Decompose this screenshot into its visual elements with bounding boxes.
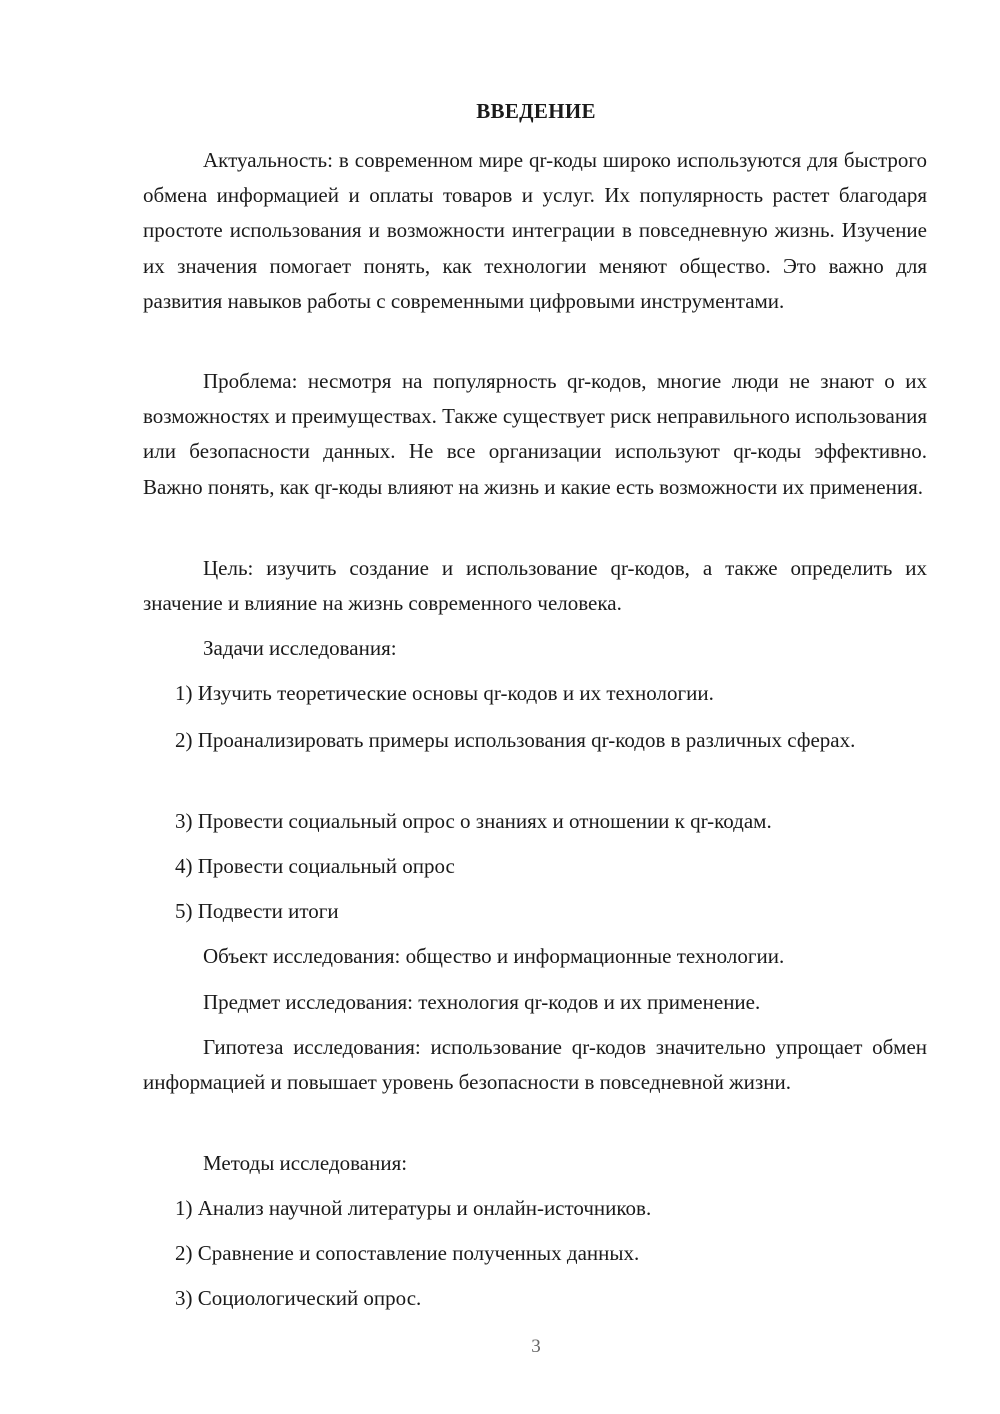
task-item: 4) Провести социальный опрос: [175, 854, 455, 878]
page-number: 3: [531, 1336, 541, 1357]
subject-paragraph: Предмет исследования: технология qr-кодов и их применение.: [203, 990, 761, 1014]
method-item: 2) Сравнение и сопоставление полученных данных.: [175, 1241, 640, 1265]
page-title: ВВЕДЕНИЕ: [476, 99, 596, 123]
task-item: 3) Провести социальный опрос о знаниях и отношении к qr-кодам.: [175, 809, 772, 833]
task-item: 1) Изучить теоретические основы qr-кодов и их технологии.: [175, 681, 714, 705]
method-item: 3) Социологический опрос.: [175, 1286, 422, 1310]
task-item: 5) Подвести итоги: [175, 899, 339, 923]
relevance-paragraph: Актуальность: в современном мире qr-коды широко используются для быстрого обмена информацией и оплаты товаров и услуг. Их популярность растет благодаря простоте использования и возможности интеграции в повседневную жизнь. Изучение их значения помогает понять, как технологии меняют общество. Это важно для развития навыков работы с современными цифровыми инструментами.: [143, 148, 927, 313]
method-item: 1) Анализ научной литературы и онлайн-источников.: [175, 1196, 652, 1220]
object-paragraph: Объект исследования: общество и информационные технологии.: [203, 944, 785, 968]
goal-paragraph: Цель: изучить создание и использование qr-кодов, а также определить их значение и влияние на жизнь современного человека.: [143, 556, 927, 616]
problem-paragraph: Проблема: несмотря на популярность qr-кодов, многие люди не знают о их возможностях и преимуществах. Также существует риск неправильного использования или безопасности данных. Не все организации используют qr-коды эффективно. Важно понять, как qr-коды влияют на жизнь и какие есть возможности их применения.: [143, 369, 927, 499]
methods-heading: Методы исследования:: [203, 1151, 408, 1175]
task-item: 2) Проанализировать примеры использования qr-кодов в различных сферах.: [175, 728, 856, 752]
hypothesis-paragraph: Гипотеза исследования: использование qr-кодов значительно упрощает обмен информацией и повышает уровень безопасности в повседневной жизни.: [143, 1035, 927, 1095]
tasks-heading: Задачи исследования:: [203, 636, 397, 660]
